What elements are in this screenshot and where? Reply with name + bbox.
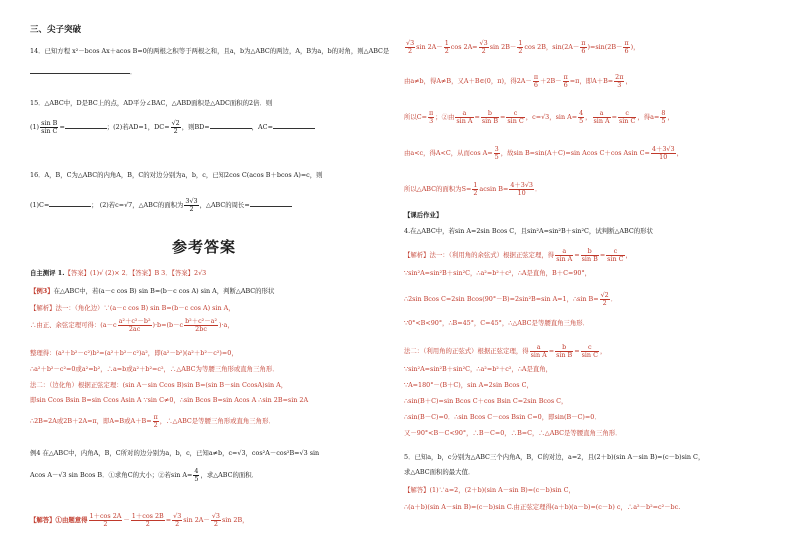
fraction [444, 40, 450, 54]
fraction [593, 110, 611, 124]
answer-blank[interactable] [49, 200, 91, 207]
label: 自主测评 1. [30, 269, 65, 277]
fraction [472, 182, 478, 196]
numerator: 4＋3√3 [651, 145, 675, 153]
answer-title: 参考答案 [172, 238, 237, 256]
denominator: sin A [530, 350, 547, 359]
numerator: π [429, 109, 434, 117]
solution-line [30, 414, 275, 428]
punctuation: ． [130, 68, 137, 76]
label: 【例3】 [30, 287, 54, 295]
fraction [533, 74, 539, 88]
homework-5-line-2: 求△ABC面积的最大值． [404, 468, 475, 476]
fraction [405, 40, 415, 54]
fraction [517, 40, 523, 54]
label: (1) [30, 123, 40, 132]
numerator: π [624, 39, 629, 47]
text: = [611, 113, 617, 122]
solution-line: ∵A=180°－(B＋C)，sin A=2sin Bcos C， [404, 381, 533, 389]
fraction [606, 248, 624, 262]
denominator: sin C [507, 116, 524, 125]
denominator: 3 [617, 80, 622, 89]
fraction [494, 146, 500, 160]
denominator: 2 [173, 126, 178, 135]
fraction [171, 120, 181, 134]
denominator: sin B [481, 116, 499, 125]
numerator: 1 [444, 39, 449, 47]
denominator: 10 [517, 188, 526, 197]
text: ， [676, 149, 683, 158]
text: ， [667, 113, 674, 122]
numerator: 3 [494, 145, 499, 153]
fraction [581, 248, 599, 262]
self-test-answers [30, 270, 206, 276]
denominator: 10 [659, 152, 668, 161]
solution-line [404, 74, 632, 88]
text: ；(2)若AD=1，DC= [106, 123, 170, 132]
denominator: 2 [145, 519, 150, 528]
denominator: sin A [593, 116, 610, 125]
numerator: π [563, 73, 568, 81]
text: ，求△ABC的面积． [200, 471, 259, 480]
example-4-line-2 [30, 468, 258, 482]
denominator: sin C [607, 254, 624, 263]
question-15-line-2 [30, 120, 315, 134]
numerator: c [606, 248, 624, 256]
fraction [40, 120, 58, 134]
denominator: 5 [494, 152, 499, 161]
text: = [599, 251, 606, 260]
denominator: sin C [41, 126, 58, 135]
solution-line: ∴sin(B＋C)=sin Bcos C＋cos Bsin C=2sin Bcos C， [404, 397, 568, 405]
fraction [89, 513, 123, 527]
fraction [172, 513, 182, 527]
numerator: a [455, 110, 473, 118]
text: ，则BD= [181, 123, 210, 132]
denominator: sin C [618, 116, 636, 125]
answer-blank[interactable] [250, 200, 292, 207]
fraction [651, 146, 676, 160]
fraction [623, 40, 629, 54]
example-4-line-1: 例4 在△ABC中，内角A，B，C所对的边分别为a，b，c，已知a≠b，c=√3，cos²A－cos²B=√3 sin [30, 449, 320, 457]
fraction [153, 414, 159, 428]
fraction [479, 40, 489, 54]
solution-line [404, 182, 541, 196]
numerator: 4 [579, 109, 584, 117]
denominator: 2 [189, 204, 194, 213]
fraction [481, 110, 499, 124]
fraction [509, 182, 534, 196]
text: － [123, 516, 130, 525]
fraction [184, 198, 198, 212]
text: Acos A－√3 sin Bcos B．①求角C的大小；②若sin A= [30, 471, 193, 480]
denominator: 2 [408, 46, 413, 55]
numerator: 4＋3√3 [510, 181, 533, 189]
solution-line: ∵sin²A=sin²B＋sin²C，∴a²=b²＋c²，∴A是直角， [404, 365, 553, 373]
text: 【解析】法一：（利用角的余弦式）根据正弦定理，得 [404, 251, 555, 260]
question-16-line-1: 16．A，B，C为△ABC的内角A，B，C的对边分别为a，b，c，已知2cos C(acos B＋bcos A)=c，则 [30, 171, 323, 179]
numerator: √2 [171, 119, 180, 127]
solution-line [404, 292, 617, 306]
answer: 【答案】(1)√ (2)× 2． [64, 269, 133, 277]
text: ＋2B－ [540, 77, 562, 86]
question-14 [30, 48, 389, 54]
fraction [506, 110, 524, 124]
text: )， [630, 43, 640, 52]
numerator: 1＋cos 2B [131, 512, 164, 520]
text: ，c=√3，sin A= [525, 113, 578, 122]
denominator: sin B [556, 350, 573, 359]
answer: 【答案】B 3．【答案】2√3 [132, 269, 207, 277]
text: = [574, 347, 580, 356]
solution-line [404, 110, 674, 124]
text: = [500, 113, 506, 122]
homework-title: 【课后作业】 [404, 211, 443, 219]
text: = [548, 347, 555, 356]
text: ，∴△ABC是等腰三角形或直角三角形． [159, 417, 275, 426]
fraction [555, 248, 573, 262]
denominator: 3 [429, 116, 434, 125]
numerator: 1 [473, 181, 478, 189]
fraction [530, 344, 548, 358]
fraction [578, 110, 584, 124]
text: ， [599, 347, 607, 356]
solution-line: ∵sin²A=sin²B＋sin²C，∴a²=b²＋c²，∴A是直角，B＋C=90°， [404, 269, 592, 277]
solution-line: 【解析】法一：（角化边）∵(a－c cos B) sin B=(b－c cos A) sin A， [30, 304, 235, 312]
fraction [555, 344, 573, 358]
numerator: 1 [518, 39, 523, 47]
numerator: a [530, 344, 548, 352]
numerator: √3 [173, 512, 182, 520]
fraction [581, 344, 599, 358]
numerator: a [593, 110, 611, 118]
text: ，△ABC的周长= [199, 201, 250, 210]
text: ，AC= [251, 123, 273, 132]
text: ，得a= [637, 113, 660, 122]
numerator: sin B [41, 119, 58, 127]
text: 所以△ABC的面积为S= [404, 185, 472, 194]
text: ． [534, 185, 542, 194]
solution-line [30, 318, 234, 332]
denominator: 2ac [128, 324, 141, 333]
denominator: 2bc [195, 324, 207, 333]
fraction [660, 110, 666, 124]
denominator: 6 [624, 46, 629, 55]
solution-line [404, 344, 606, 358]
fraction [193, 468, 199, 482]
numerator: 3√3 [185, 197, 198, 205]
question-14-answer-line [30, 67, 136, 75]
denominator: sin B [581, 254, 598, 263]
denominator: 6 [563, 80, 568, 89]
answer-blank[interactable] [65, 122, 107, 129]
text: ∴由正、余弦定理可得：(a－c [30, 321, 117, 330]
numerator: π [533, 73, 539, 81]
fraction [118, 318, 152, 332]
denominator: 6 [533, 80, 538, 89]
fraction [184, 318, 218, 332]
numerator: a [555, 248, 573, 256]
solution-line [404, 40, 640, 54]
text: ； (2)若c=√7，△ABC的面积为 [91, 201, 184, 210]
numerator: b [555, 344, 573, 352]
numerator: √3 [479, 39, 488, 47]
denominator: sin C [581, 350, 598, 359]
homework-4: 4.在△ABC中，若sin A=2sin Bcos C，且sin²A=sin²B＋sin²C，试判断△ABC的形状 [404, 227, 653, 235]
denominator: 2 [103, 519, 108, 528]
text: = [474, 113, 480, 122]
answer-blank[interactable] [30, 67, 130, 74]
text: ， [625, 251, 632, 260]
question-16-line-2 [30, 198, 292, 212]
denominator: sin A [456, 116, 473, 125]
solution-line: 法二：（边化角）根据正弦定理：(sin A－sin Ccos B)sin B=(sin B－sin CcosA)sin A， [30, 381, 288, 389]
numerator: 8 [661, 109, 666, 117]
numerator: 1＋cos 2A [89, 512, 122, 520]
section-title: 三、尖子突破 [30, 25, 82, 35]
solution-line: 又－90°<B－C<90°，∴B－C=0，∴B=C，∴△ABC是等腰直角三角形． [404, 429, 622, 437]
text: )·b=(b－c [152, 321, 184, 330]
numerator: 2π [615, 73, 624, 81]
denominator: 2 [213, 519, 218, 528]
numerator: √3 [211, 512, 220, 520]
text: =π，即A＋B= [569, 77, 614, 86]
denominator: 2 [473, 188, 478, 197]
denominator: 5 [194, 474, 199, 483]
text: ， [585, 113, 592, 122]
text: (1)C= [30, 201, 50, 210]
fraction [455, 110, 473, 124]
numerator: π [581, 39, 586, 47]
text: ，故sin B=sin(A＋C)=sin Acos C＋cos Asin C= [500, 149, 650, 158]
solution-line: 整理得：(a²＋b²－c²)b²=(a²＋b²－c²)a²，即(a²－b²)(a²＋b²－c²)=0， [30, 349, 238, 357]
denominator: sin A [556, 254, 573, 263]
denominator: 2 [153, 420, 158, 429]
fraction [131, 513, 165, 527]
text: sin 2B， [221, 516, 249, 525]
text: ；②由 [435, 113, 455, 122]
fraction [211, 513, 221, 527]
text: sin 2B－ [489, 43, 517, 52]
numerator: √3 [406, 39, 415, 47]
text: 所以C= [404, 113, 428, 122]
answer-blank[interactable] [210, 122, 252, 129]
numerator: 4 [194, 467, 199, 475]
text: 由a<c，得A<C，从而cos A= [404, 149, 493, 158]
numerator: b²＋c²－a² [185, 317, 218, 325]
denominator: 6 [581, 46, 586, 55]
answer-blank[interactable] [273, 122, 315, 129]
text: cos 2B，sin(2A－ [524, 43, 580, 52]
denominator: 2 [175, 519, 180, 528]
text: ∴2B=2A或2B＋2A=π， [30, 417, 104, 426]
solution-line: ∴a²＋b²－c²=0或a²=b²，∴a=b或a²＋b²=c²，∴△ABC为等腰三角形或直角三角形． [30, 365, 279, 373]
label: 【解答】①由题意得 [30, 516, 88, 525]
question-15-line-1: 15．△ABC中，D是BC上的点，AD平分∠BAC，△ABD面积是△ADC面积的2倍．则 [30, 99, 273, 107]
denominator: 5 [579, 116, 584, 125]
text: 法二：（利用角的正弦式）根据正弦定理，得 [404, 347, 529, 356]
solution-line: ∴(a＋b)(sin A－sin B)=(c－b)sin C.由正弦定理得(a＋b)(a－b)=(c－b) c，∴a²－b²=c²－bc. [404, 503, 681, 511]
example-4-solution [30, 513, 249, 527]
text: 即A=B或A＋B= [103, 417, 152, 426]
text: = [165, 516, 172, 525]
numerator: c [581, 344, 599, 352]
solution-line [404, 248, 632, 262]
text: 在△ABC中，若(a－c cos B) sin B=(b－c cos A) sin A，判断△ABC的形状 [53, 287, 275, 295]
numerator: π [153, 413, 158, 421]
numerator: b [581, 248, 599, 256]
solution-line [404, 146, 683, 160]
numerator: b [481, 110, 499, 118]
solution-line: 即sin Ccos Bsin B=sin Ccos Asin A ∵sin C≠0，∴sin Bcos B=sin Acos A ∴sin 2B=sin 2A [30, 396, 309, 404]
text: ． [610, 295, 618, 304]
text: ∴2sin Bcos C=2sin Bcos(90°－B)=2sin²B=sin A=1，∴sin B= [404, 295, 599, 304]
numerator: a²＋c²－b² [118, 317, 151, 325]
fraction [563, 74, 569, 88]
fraction [428, 110, 434, 124]
text: = [59, 123, 65, 132]
text: ， [625, 77, 632, 86]
fraction [614, 74, 624, 88]
numerator: c [618, 110, 636, 118]
fraction [618, 110, 636, 124]
denominator: 5 [661, 116, 666, 125]
text: sin 2A－ [416, 43, 443, 52]
example-3 [30, 288, 274, 294]
homework-5-line-1: 5．已知a，b，c分别为△ABC三个内角A，B，C的对边，a=2，且(2＋b)(sin A－sin B)=(c－b)sin C， [404, 453, 705, 461]
text: cos 2A= [450, 43, 478, 52]
denominator: 2 [518, 46, 523, 55]
denominator: 2 [481, 46, 486, 55]
numerator: c [506, 110, 524, 118]
denominator: 2 [444, 46, 449, 55]
text: acsin B= [479, 185, 509, 194]
solution-line: 【解答】(1)∵a=2，(2＋b)(sin A－sin B)=(c－b)sin C， [404, 486, 575, 494]
text: )=sin(2B－ [587, 43, 623, 52]
denominator: 2 [602, 298, 607, 307]
text: sin 2A－ [183, 516, 210, 525]
solution-line: ∵0°<B<90°，∴B=45°，C=45°，∴△ABC是等腰直角三角形． [404, 319, 590, 327]
text: )·a， [219, 321, 234, 330]
numerator: √2 [600, 291, 609, 299]
text: 由a≠b，得A≠B，又A＋B∈(0，π)，得2A－ [404, 77, 532, 86]
solution-line: ∴sin(B－C)=0．∴sin Bcos C－cos Bsin C=0，即sin(B－C)=0． [404, 413, 601, 421]
fraction [580, 40, 586, 54]
question-14-text: 14．已知方程 x²－bcos Ax＋acos B=0的两根之积等于两根之和，且a，b为△ABC的两边，A，B为a，b的对角，则△ABC是 [30, 47, 390, 55]
fraction [600, 292, 610, 306]
text: = [574, 251, 580, 260]
